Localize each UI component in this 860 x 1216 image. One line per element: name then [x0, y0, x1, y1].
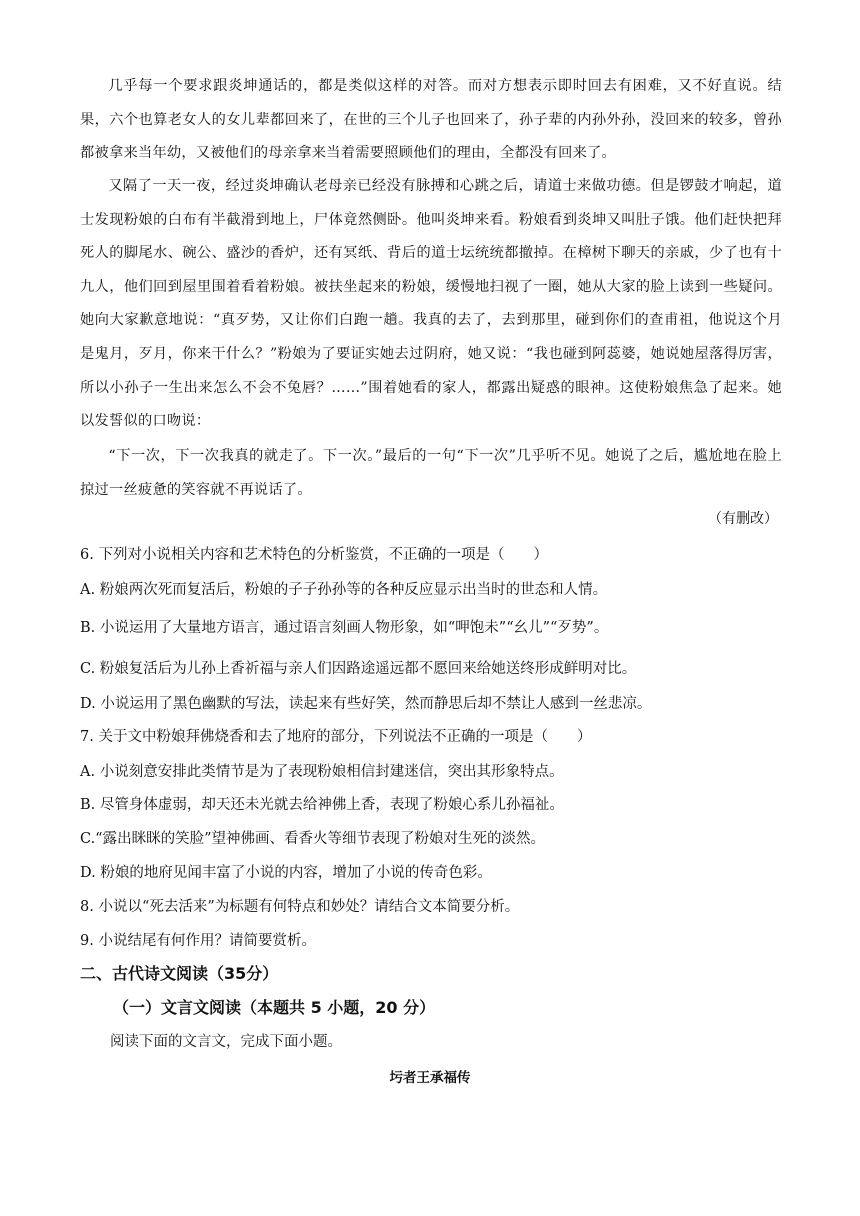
question-7-option-b: B. 尽管身体虚弱，却天还未光就去给神佛上香，表现了粉娘心系儿孙福祉。 [80, 797, 564, 813]
question-6-option-d: D. 小说运用了黑色幽默的写法，读起来有些好笑，然而静思后却不禁让人感到一丝悲凉。 [80, 696, 652, 712]
passage-paragraph-1: 几乎每一个要求跟炎坤通话的，都是类似这样的对答。而对方想表示即时回去有困难，又不好直说。结果，六个也算老女人的女儿辈都回来了，在世的三个儿子也回来了，孙子辈的内孙外孙，没回来的较多，曾孙都被拿来当年幼，又被他们的母亲拿来当着需要照顾他们的理由，全都没有回来了。 [80, 78, 782, 162]
question-6-option-a: A. 粉娘两次死而复活后，粉娘的子子孙孙等的各种反应显示出当时的世态和人情。 [80, 582, 608, 598]
question-7-option-c: C.“露出眯眯的笑脸”望神佛画、看香火等细节表现了粉娘对生死的淡然。 [80, 831, 546, 847]
question-6-option-b: B. 小说运用了大量地方语言，通过语言刻画人物形象，如“呷饱未”“幺儿”“歹势”。 [80, 620, 609, 636]
passage-title: 圬者王承福传 [389, 1070, 471, 1086]
source-note: （有删改） [708, 511, 778, 527]
subsection-heading: （一）文言文阅读（本题共 5 小题，20 分） [113, 998, 436, 1017]
question-7-option-d: D. 粉娘的地府见闻丰富了小说的内容，增加了小说的传奇色彩。 [80, 865, 492, 881]
question-6-option-c: C. 粉娘复活后为儿孙上香祈福与亲人们因路途遥远都不愿回来给她送终形成鲜明对比。 [80, 661, 637, 677]
reading-instruction: 阅读下面的文言文，完成下面小题。 [110, 1034, 342, 1050]
section-heading: 二、古代诗文阅读（35分） [80, 964, 279, 983]
passage-paragraph-3: “下一次，下一次我真的就走了。下一次。”最后的一句“下一次”几乎听不见。她说了之后，尴尬地在脸上掠过一丝疲惫的笑容就不再说话了。 [80, 448, 782, 498]
question-7-option-a: A. 小说刻意安排此类情节是为了表现粉娘相信封建迷信，突出其形象特点。 [80, 764, 564, 780]
question-9: 9. 小说结尾有何作用？请简要赏析。 [80, 933, 316, 949]
question-8: 8. 小说以“死去活来”为标题有何特点和妙处？请结合文本简要分析。 [80, 899, 520, 915]
passage-paragraph-2: 又隔了一天一夜，经过炎坤确认老母亲已经没有脉搏和心跳之后，请道士来做功德。但是锣鼓才响起，道士发现粉娘的白布有半截滑到地上，尸体竟然侧卧。他叫炎坤来看。粉娘看到炎坤又叫肚子饿。他们赶快把拜死人的脚尾水、碗公、盛沙的香炉，还有冥纸、背后的道士坛统统都撤掉。在樟树下聊天的亲戚，少了也有十九人，他们回到屋里围着看着粉娘。被扶坐起来的粉娘，缓慢地扫视了一圈，她从大家的脸上读到一些疑问。她向大家歉意地说：“真歹势，又让你们白跑一趟。我真的去了，去到那里，碰到你们的查甫祖，他说这个月是鬼月，歹月，你来干什么？”粉娘为了要证实她去过阴府，她又说：“我也碰到阿蕊婆，她说她屋落得厉害，所以小孙子一生出来怎么不会不兔唇？……”围着她看的家人，都露出疑惑的眼神。这使粉娘焦急了起来。她以发誓似的口吻说： [80, 178, 782, 430]
question-7: 7. 关于文中粉娘拜佛烧香和去了地府的部分，下列说法不正确的一项是（ ） [80, 729, 592, 745]
question-6: 6. 下列对小说相关内容和艺术特色的分析鉴赏，不正确的一项是（ ） [80, 547, 548, 563]
